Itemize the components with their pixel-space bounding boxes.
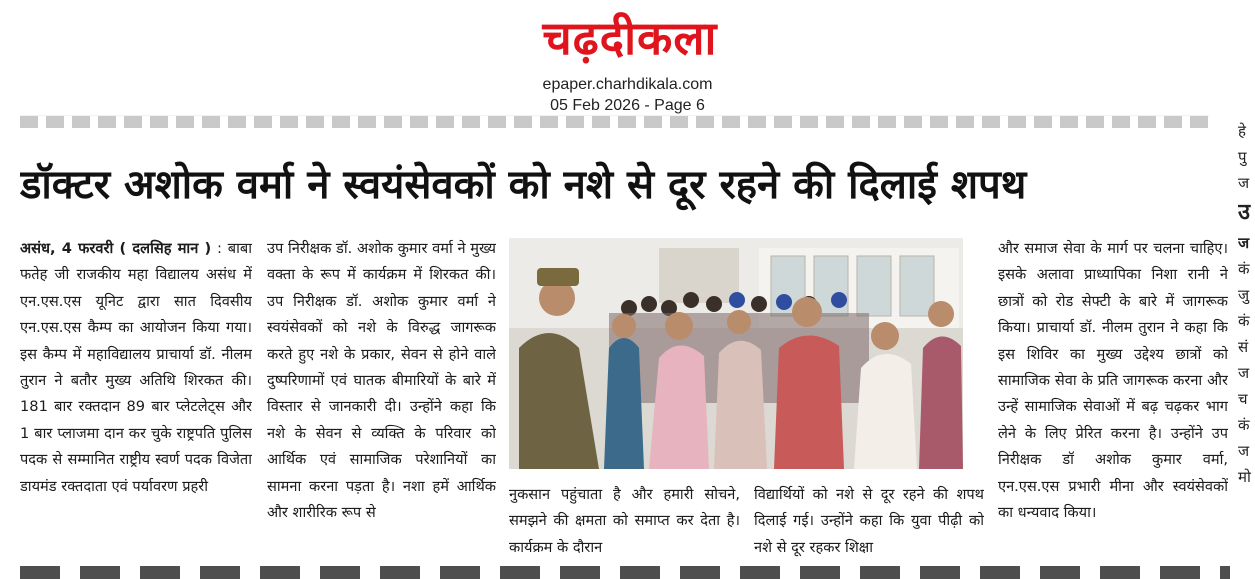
edge-line: कं	[1238, 260, 1250, 278]
edge-line: ज	[1238, 364, 1250, 382]
article-column-1-text: : बाबा फतेह जी राजकीय महा विद्यालय असंध में एन.एस.एस यूनिट द्वारा सात दिवसीय एन.एस.एस कैम्प का आयोजन किया गया। इस कैम्प में महाविद्यालय प्राचार्या डॉ. नीलम तुरान ने बतौर मुख्य अतिथि शिरकत की। 181 बार रक्तदान 89 बार प्लेटलेट्स और 1 बार प्लाजमा दान कर चुके राष्ट्रपति पुलिस पदक से सम्मानित राष्ट्रीय स्वर्ण पदक विजेता डायमंड रक्तदाता एवं पर्यावरण प्रहरी	[20, 240, 252, 495]
edge-line: च	[1238, 390, 1248, 408]
edge-line: हे	[1238, 122, 1246, 140]
date-page-label: 05 Feb 2026 - Page 6	[550, 97, 705, 114]
event-photo-illustration	[509, 238, 963, 469]
edge-line: ज	[1238, 174, 1250, 192]
masthead	[0, 0, 1255, 120]
article-headline: डॉक्टर अशोक वर्मा ने स्वयंसेवकों को नशे से दूर रहने की दिलाई शपथ	[20, 162, 1027, 208]
adjacent-article-edge	[1238, 118, 1255, 579]
cropped-text-strip	[20, 115, 1210, 128]
edge-line: कं	[1238, 312, 1250, 330]
article-column-3a: नुकसान पहुंचाता है और हमारी सोचने, समझने की क्षमता को समाप्त कर देता है। कार्यक्रम के दौरान	[509, 486, 740, 556]
article-photo	[509, 238, 963, 469]
edge-line: जु	[1238, 286, 1250, 304]
edge-line: पु	[1238, 148, 1247, 166]
cropped-next-headline	[20, 566, 1230, 579]
edge-line: सं	[1238, 338, 1249, 356]
edge-line: ज	[1238, 442, 1250, 460]
article-column-4: और समाज सेवा के मार्ग पर चलना चाहिए। इसके अलावा प्राध्यापिका निशा रानी ने छात्रों को रोड सेफ्टी के बारे में जागरूक किया। प्राचार्या डॉ. नीलम तुरान ने कहा कि इस शिविर का मुख्य उद्देश्य छात्रों को सामाजिक सेवा के प्रति जागरूक करना और उन्हें सामाजिक सेवाओं में बढ़ चढ़कर भाग लेने के लिए प्रेरित करना है। उन्होंने उप निरीक्षक डॉ अशोक कुमार वर्मा, एन.एस.एस प्रभारी मीना और स्वयंसेवकों का धन्यवाद किया।	[998, 240, 1228, 522]
edge-line: ज	[1238, 234, 1250, 252]
edge-line: उ	[1238, 200, 1251, 225]
edge-line: कं	[1238, 416, 1250, 434]
epaper-site-url[interactable]: epaper.charhdikala.com	[542, 76, 713, 93]
article-column-2: उप निरीक्षक डॉ. अशोक कुमार वर्मा ने मुख्य वक्ता के रूप में कार्यक्रम में शिरकत की। उप निरीक्षक डॉ. अशोक कुमार वर्मा ने स्वयंसेवकों को नशे के विरुद्ध जागरूक करते हुए नशे के प्रकार, सेवन से होने वाले दुष्परिणामों एवं घातक बीमारियों के बारे में विस्तार से जानकारी दी। उन्होंने कहा कि नशे के सेवन से व्यक्ति के परिवार को आर्थिक एवं सामाजिक परेशानियों का सामना करना पड़ता है। नशा हमें आर्थिक और शारीरिक रूप से	[267, 240, 496, 522]
newspaper-logo: चढ़दीकला	[542, 11, 718, 65]
article-dateline: असंध, 4 फरवरी ( दलसिह मान )	[20, 240, 212, 257]
article-column-1	[20, 236, 252, 566]
article-column-3b: विद्यार्थियों को नशे से दूर रहने की शपथ दिलाई गई। उन्होंने कहा कि युवा पीढ़ी को नशे से दूर रहकर शिक्षा	[754, 486, 984, 556]
edge-line: मो	[1238, 468, 1251, 486]
